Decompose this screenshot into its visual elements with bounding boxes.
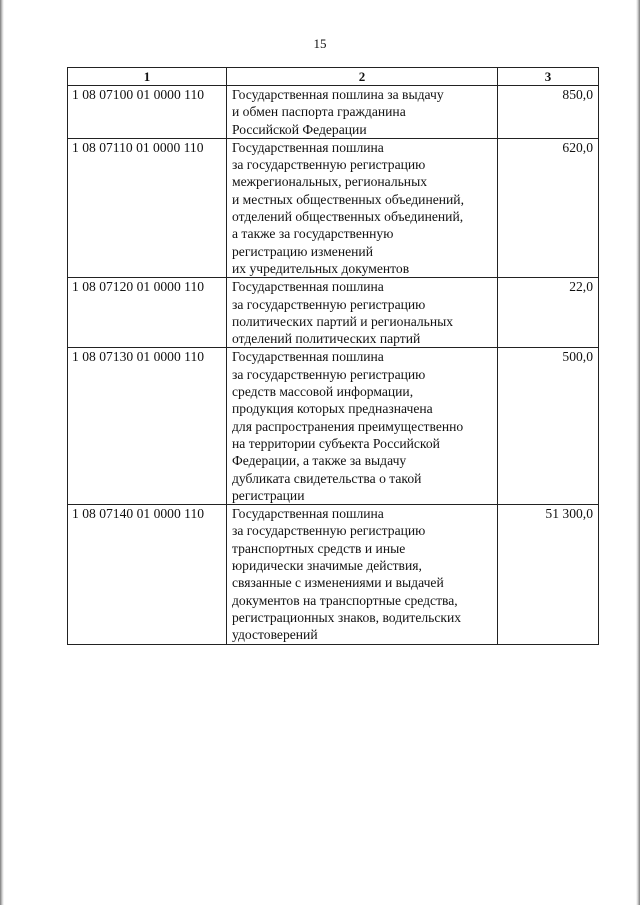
table-row <box>68 278 599 348</box>
description-cell <box>227 348 498 505</box>
amount-cell: 51 300,0 <box>498 505 599 644</box>
description-line: связанные с изменениями и выдачей <box>232 575 444 591</box>
table-row <box>68 348 599 505</box>
budget-code-cell: 1 08 07110 01 0000 110 <box>68 138 227 277</box>
description-line: Государственная пошлина <box>232 279 384 295</box>
description-line: Государственная пошлина <box>232 506 384 522</box>
description-line: Федерации, а также за выдачу <box>232 453 407 469</box>
description-line: межрегиональных, региональных <box>232 174 428 190</box>
description-line: за государственную регистрацию <box>232 523 426 539</box>
description-line: документов на транспортные средства, <box>232 592 458 608</box>
description-cell <box>227 138 498 277</box>
description-line: Государственная пошлина <box>232 349 384 365</box>
scan-edge-left <box>0 0 4 905</box>
description-line: за государственную регистрацию <box>232 157 426 173</box>
description-line: удостоверений <box>232 627 318 643</box>
description-line: Государственная пошлина за выдачу <box>232 87 444 102</box>
description-line: отделений общественных объединений, <box>232 209 464 225</box>
header-row <box>68 68 599 86</box>
budget-code-cell: 1 08 07120 01 0000 110 <box>68 278 227 348</box>
amount-cell: 500,0 <box>498 348 599 505</box>
amount-cell: 22,0 <box>498 278 599 348</box>
table-row <box>68 86 599 139</box>
description-line: для распространения преимущественно <box>232 418 464 434</box>
table-row <box>68 505 599 644</box>
description-line: юридически значимые действия, <box>232 558 422 574</box>
description-line: продукция которых предназначена <box>232 401 433 417</box>
fee-table <box>67 67 599 645</box>
description-line: отделений политических партий <box>232 331 421 347</box>
description-line: и местных общественных объединений, <box>232 191 464 207</box>
column-header-description: 2 <box>227 68 498 86</box>
description-line: регистрацию изменений <box>232 243 373 259</box>
description-line: Российской Федерации <box>232 121 367 137</box>
description-line: и обмен паспорта гражданина <box>232 104 406 120</box>
description-line: транспортных средств и иные <box>232 540 406 556</box>
budget-code-cell: 1 08 07140 01 0000 110 <box>68 505 227 644</box>
description-line: дубликата свидетельства о такой <box>232 470 422 486</box>
page-number: 15 <box>313 36 327 51</box>
description-line: на территории субъекта Российской <box>232 435 440 451</box>
scan-edge-right <box>636 0 640 905</box>
fee-table-body <box>68 86 599 645</box>
amount-cell: 850,0 <box>498 86 599 139</box>
column-header-amount: 3 <box>498 68 599 86</box>
budget-code-cell: 1 08 07100 01 0000 110 <box>68 86 227 139</box>
description-line: их учредительных документов <box>232 260 410 276</box>
table-row <box>68 138 599 277</box>
description-cell <box>227 86 498 139</box>
budget-code-cell: 1 08 07130 01 0000 110 <box>68 348 227 505</box>
description-line: средств массовой информации, <box>232 384 414 400</box>
description-line: Государственная пошлина <box>232 139 384 155</box>
description-line: регистрационных знаков, водительских <box>232 609 462 625</box>
description-line: политических партий и региональных <box>232 313 454 329</box>
description-line: за государственную регистрацию <box>232 296 426 312</box>
description-line: регистрации <box>232 487 305 503</box>
amount-cell: 620,0 <box>498 138 599 277</box>
description-cell <box>227 505 498 644</box>
description-line: за государственную регистрацию <box>232 366 426 382</box>
description-line: а также за государственную <box>232 226 394 242</box>
description-cell <box>227 278 498 348</box>
column-header-code: 1 <box>68 68 227 86</box>
